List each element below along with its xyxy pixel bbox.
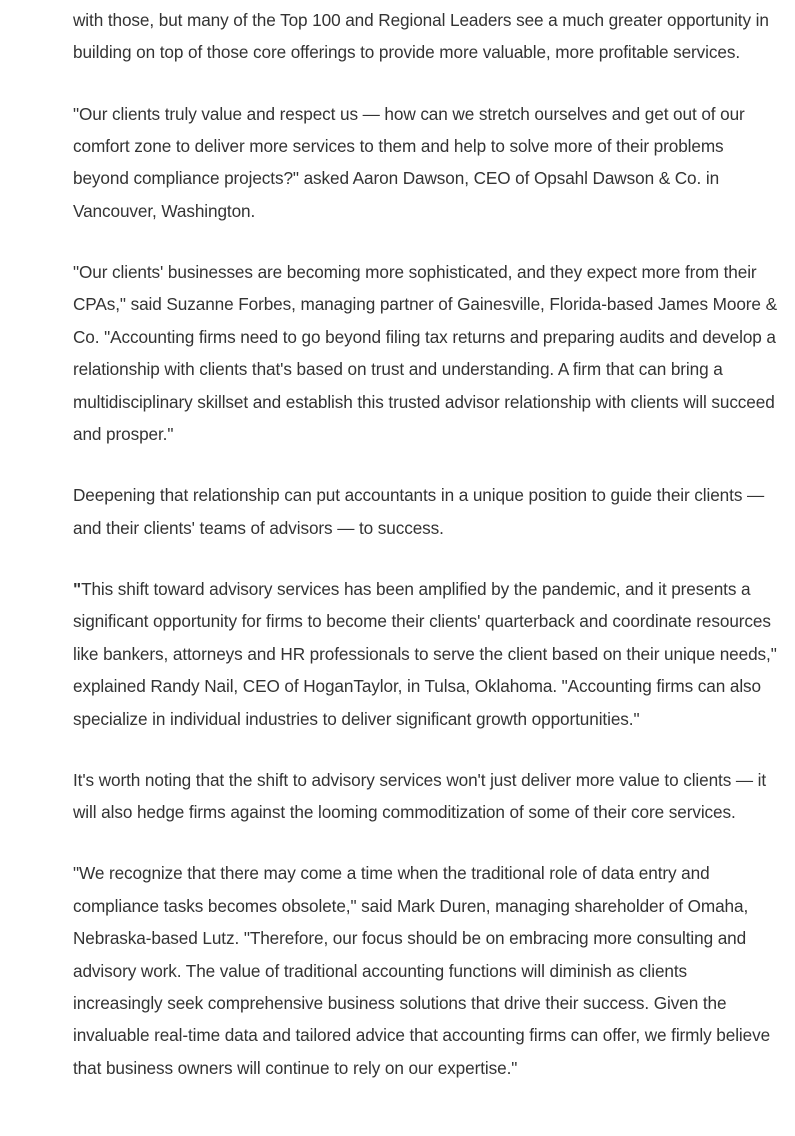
paragraph-text: "We recognize that there may come a time when the traditional role of data entry and compliance tasks becomes obsolete," said Mark Duren, managing shareholder of Omaha, Nebraska-based Lutz. "Therefore, our focus should be on embracing more consulting and advisory work. The value of traditional accounting functions will diminish as clients increasingly seek comprehensive business solutions that drive their success. Given the invaluable real-time data and tailored advice that accounting firms can offer, we firmly believe that business owners will continue to rely on our expertise.": [73, 863, 771, 1078]
paragraph-text: It's worth noting that the shift to advisory services won't just deliver more value to clients — it will also hedge firms against the looming commoditization of some of their core services.: [73, 769, 767, 823]
article-body: [73, 4, 781, 1084]
paragraph-text: with those, but many of the Top 100 and Regional Leaders see a much greater opportunity in building on top of those core offerings to provide more valuable, more profitable services.: [73, 10, 769, 63]
article-paragraph-4: [73, 479, 781, 544]
article-paragraph-2: [73, 98, 781, 228]
bold-opening-quote: ": [73, 578, 82, 599]
paragraph-text: "Our clients truly value and respect us — how can we stretch ourselves and get out of our comfort zone to deliver more services to them and help to solve more of their problems beyond compliance projects?" asked Aaron Dawson, CEO of Opsahl Dawson & Co. in Vancouver, Washington.: [73, 103, 745, 221]
article-paragraph-5: [73, 573, 781, 735]
article-paragraph-7: [73, 857, 781, 1084]
paragraph-text: Deepening that relationship can put accountants in a unique position to guide their clients — and their clients' teams of advisors — to success.: [73, 485, 765, 538]
paragraph-text: "Our clients' businesses are becoming more sophisticated, and they expect more from their CPAs," said Suzanne Forbes, managing partner of Gainesville, Florida-based James Moore & Co. "Accounting firms need to go beyond filing tax returns and preparing audits and develop a relationship with clients that's based on trust and understanding. A firm that can bring a multidisciplinary skillset and establish this trusted advisor relationship with clients will succeed and prosper.": [73, 262, 777, 445]
article-paragraph-6: [73, 764, 781, 829]
article-paragraph-3: [73, 256, 781, 450]
paragraph-text: This shift toward advisory services has been amplified by the pandemic, and it presents a significant opportunity for firms to become their clients' quarterback and coordinate resources like bankers, attorneys and HR professionals to serve the client based on their unique needs," explained Randy Nail, CEO of HoganTaylor, in Tulsa, Oklahoma. "Accounting firms can also specialize in individual industries to deliver significant growth opportunities.": [73, 578, 777, 729]
article-paragraph-1: [73, 4, 781, 69]
